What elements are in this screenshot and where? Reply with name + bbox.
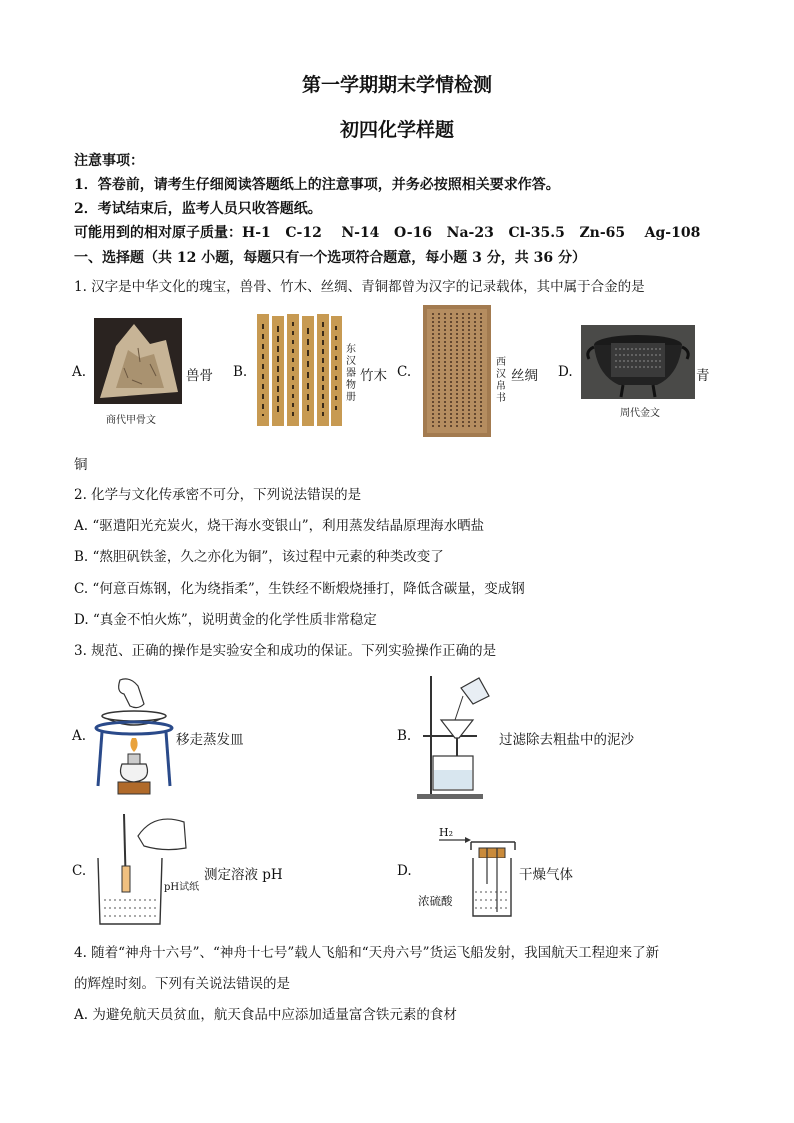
q3-option-b-letter: B. [397,728,412,744]
notice-item-1: 1．答卷前，请考生仔细阅读答题纸上的注意事项，并务必按照相关要求作答。 [74,177,560,193]
notice-item-2: 2．考试结束后，监考人员只收答题纸。 [74,201,322,217]
q3-option-d-letter: D. [397,863,412,879]
q3-option-b-label: 过滤除去粗盐中的泥沙 [499,732,634,748]
q1-option-d-letter: D. [558,364,573,380]
q1-option-a-caption: 商代甲骨文 [106,415,156,426]
ph-test-diagram [94,808,194,930]
q2-option-d: D. “真金不怕火炼”，说明黄金的化学性质非常稳定 [74,612,377,628]
exam-subtitle: 初四化学样题 [339,119,454,141]
q3-option-d-gas-label: H₂ [439,826,454,839]
q1-option-d-label-wrap: 铜 [74,457,88,473]
atomic-mass-line: 可能用到的相对原子质量：H-1 C-12 N-14 O-16 Na-23 Cl-35.5 Zn-65 Ag-108 [74,225,701,241]
q1-option-d-label: 青 [696,368,710,384]
exam-title: 第一学期期末学情检测 [301,74,492,96]
q3-option-a-label: 移走蒸发皿 [176,732,244,748]
notice-heading: 注意事项： [74,153,144,169]
bronze-vessel-image [581,325,695,399]
q2-option-a: A. “驱遣阳光充炭火，烧干海水变银山”，利用蒸发结晶原理海水晒盐 [74,518,485,534]
q1-option-a-letter: A. [72,364,87,380]
question-4-stem-line-1: 4. 随着“神舟十六号”、“神舟十七号”载人飞船和“天舟六号”货运飞船发射，我国航天工程迎来了新 [74,945,660,961]
oracle-bone-image [94,318,182,404]
q1-option-c-caption: 西汉帛书 [496,357,506,404]
q2-option-b: B. “熬胆矾铁釜，久之亦化为铜”，该过程中元素的种类改变了 [74,549,444,565]
q3-option-c-inner-label: pH试纸 [164,882,200,893]
q4-option-a: A. 为避免航天员贫血，航天食品中应添加适量富含铁元素的食材 [74,1007,457,1023]
q3-option-d-label: 干燥气体 [519,867,573,883]
evaporating-dish-diagram [94,676,174,798]
q3-option-c-letter: C. [72,863,87,879]
q1-option-b-caption: 东汉器物册 [346,344,356,403]
question-1-stem: 1. 汉字是中华文化的瑰宝，兽骨、竹木、丝绸、青铜都曾为汉字的记录载体，其中属于合金的是 [74,279,645,295]
q1-option-c-label: 丝绸 [511,368,538,384]
filtration-diagram [415,670,495,802]
q1-option-a-label: 兽骨 [186,368,213,384]
bamboo-slips-image [255,312,343,428]
q1-option-b-label: 竹木 [360,368,387,384]
question-2-stem: 2. 化学与文化传承密不可分，下列说法错误的是 [74,487,362,503]
q3-option-a-letter: A. [72,728,87,744]
q2-option-c: C. “何意百炼钢，化为绕指柔”，生铁经不断煅烧捶打，降低含碳量，变成钢 [74,581,525,597]
section-heading: 一、选择题（共 12 小题，每题只有一个选项符合题意，每小题 3 分，共 36 分） [74,250,586,266]
q3-option-c-label: 测定溶液 pH [204,867,283,883]
question-3-stem: 3. 规范、正确的操作是实验安全和成功的保证。下列实验操作正确的是 [74,643,497,659]
q1-option-c-letter: C. [397,364,412,380]
q1-option-d-caption: 周代金文 [620,408,660,419]
question-4-stem-line-2: 的辉煌时刻。下列有关说法错误的是 [74,976,290,992]
silk-manuscript-image [423,305,491,437]
q1-option-b-letter: B. [233,364,248,380]
q3-option-d-inner-label: 浓硫酸 [418,894,453,908]
